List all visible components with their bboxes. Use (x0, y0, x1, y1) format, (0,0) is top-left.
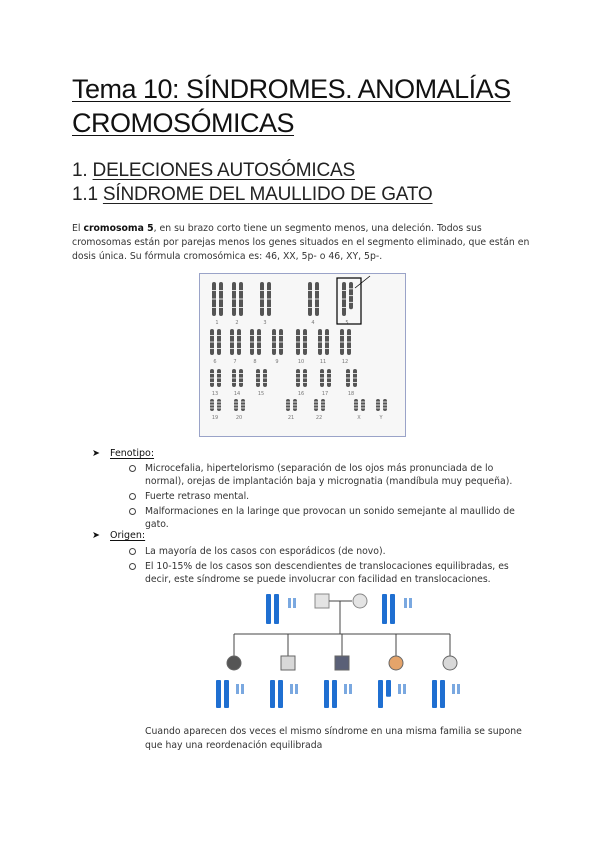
circle-bullet-icon (129, 493, 136, 500)
circle-bullet-icon (129, 508, 136, 515)
chromosome-bar (266, 594, 271, 624)
chromosome-bar (274, 594, 279, 624)
title-line-2: CROMOSÓMICAS (72, 108, 295, 138)
chromosome-bar (378, 680, 383, 708)
list-item (145, 462, 535, 488)
chromosome-label: 4 (311, 320, 315, 326)
chromosome-bar (324, 680, 329, 708)
intro-bold: cromosoma 5 (83, 223, 154, 234)
chromosome-label: 3 (263, 320, 267, 326)
karyotype-image (199, 273, 406, 437)
list-item (145, 560, 535, 586)
chromosome-label: 22 (315, 415, 323, 421)
small-chromosome (293, 598, 296, 608)
chromosome-bar (332, 680, 337, 708)
list-item (145, 505, 535, 531)
chromosome-label: 8 (253, 359, 257, 365)
fenotipo-list (145, 462, 535, 533)
circle-bullet-icon (129, 563, 136, 570)
heading-deleciones (72, 159, 355, 183)
small-chromosome (404, 598, 407, 608)
list-item-text: El 10-15% de los casos son descendientes de translocaciones equilibradas, es decir, este síndrome se puede involucrar con facilidad en translocaciones. (145, 561, 509, 585)
chromosome-label: 2 (235, 320, 239, 326)
chromosome-label: 21 (287, 415, 295, 421)
karyotype-figure (200, 274, 405, 436)
intro-rest: , en su brazo corto tiene un segmento menos, una deleción. Todos sus cromosomas están por parejas menos los genes situados en el segmento eliminado, que están en dosis única. Su fórmula cromosómica es: 46, XX, 5p- o 46, XY, 5p-. (72, 223, 530, 262)
chromosome-label: 13 (211, 391, 219, 397)
small-chromosome (409, 598, 412, 608)
chromosome-label: 10 (297, 359, 305, 365)
list-item (145, 545, 535, 558)
list-item-text: La mayoría de los casos con esporádicos (de novo). (145, 546, 386, 557)
small-chromosome (288, 598, 291, 608)
page-title (72, 72, 542, 140)
list-item (145, 490, 535, 503)
child-female-symbol (227, 656, 241, 670)
heading-text: SÍNDROME DEL MAULLIDO DE GATO (102, 184, 433, 205)
circle-bullet-icon (129, 548, 136, 555)
small-chromosome (295, 684, 298, 694)
chromosome-label: 19 (211, 415, 219, 421)
chromosome-label: 18 (347, 391, 355, 397)
chromosome-bar (216, 680, 221, 708)
fenotipo-label-text: Fenotipo: (110, 448, 155, 459)
list-item-text: Malformaciones en la laringe que provocan un sonido semejante al maullido de gato. (145, 506, 515, 530)
chromosome-label: 20 (235, 415, 243, 421)
chromosome-bar (386, 680, 391, 697)
heading-number: 1.1 (72, 184, 98, 205)
child-female-symbol (443, 656, 457, 670)
small-chromosome (452, 684, 455, 694)
chromosome-label: 17 (321, 391, 329, 397)
chromosome-label: X (357, 415, 361, 421)
child-male-symbol (281, 656, 295, 670)
chromosome-label: Y (379, 415, 383, 421)
chromosome-label: 6 (213, 359, 217, 365)
chromosome-label: 15 (257, 391, 265, 397)
chromosome-bar (270, 680, 275, 708)
circle-bullet-icon (129, 465, 136, 472)
intro-paragraph (72, 222, 532, 264)
list-item-text: Microcefalia, hipertelorismo (separación de los ojos más pronunciada de lo normal), orejas de implantación baja y micrognatia (mandíbula muy pequeña). (145, 463, 513, 487)
heading-number: 1. (72, 160, 88, 181)
small-chromosome (349, 684, 352, 694)
intro-prefix: El (72, 223, 81, 234)
chromosome-bar (224, 680, 229, 708)
chromosome-label: 9 (275, 359, 279, 365)
chromosome-label: 12 (341, 359, 349, 365)
heading-text: DELECIONES AUTOSÓMICAS (92, 160, 355, 181)
chromosome-bar (440, 680, 445, 708)
pedigree-figure (200, 588, 480, 710)
chromosome-label: 16 (297, 391, 305, 397)
origen-list (145, 545, 535, 588)
chromosome-label: 1 (215, 320, 219, 326)
heading-maullido (72, 183, 433, 207)
caption: Cuando aparecen dos veces el mismo síndrome en una misma familia se supone que hay una reordenación equilibrada (145, 726, 522, 751)
origen-label (92, 530, 145, 541)
origen-label-text: Origen: (110, 530, 146, 541)
chromosome-label: 7 (233, 359, 237, 365)
chromosome-bar (432, 680, 437, 708)
small-chromosome (290, 684, 293, 694)
chromosome-label: 11 (319, 359, 327, 365)
child-male-symbol (335, 656, 349, 670)
arrow-bullet-icon: ➤ (92, 448, 100, 459)
child-female-symbol (389, 656, 403, 670)
small-chromosome (457, 684, 460, 694)
small-chromosome (403, 684, 406, 694)
fenotipo-label (92, 448, 154, 459)
list-item-text: Fuerte retraso mental. (145, 491, 250, 502)
father-symbol (315, 594, 329, 608)
chromosome-label: 5 (345, 320, 349, 326)
mother-symbol (353, 594, 367, 608)
small-chromosome (398, 684, 401, 694)
small-chromosome (344, 684, 347, 694)
small-chromosome (241, 684, 244, 694)
chromosome-bar (382, 594, 387, 624)
title-line-1: Tema 10: SÍNDROMES. ANOMALÍAS (72, 74, 511, 104)
small-chromosome (236, 684, 239, 694)
chromosome-bar (390, 594, 395, 624)
pedigree-diagram (200, 588, 480, 714)
arrow-bullet-icon: ➤ (92, 530, 100, 541)
chromosome-label: 14 (233, 391, 241, 397)
chromosome-bar (278, 680, 283, 708)
